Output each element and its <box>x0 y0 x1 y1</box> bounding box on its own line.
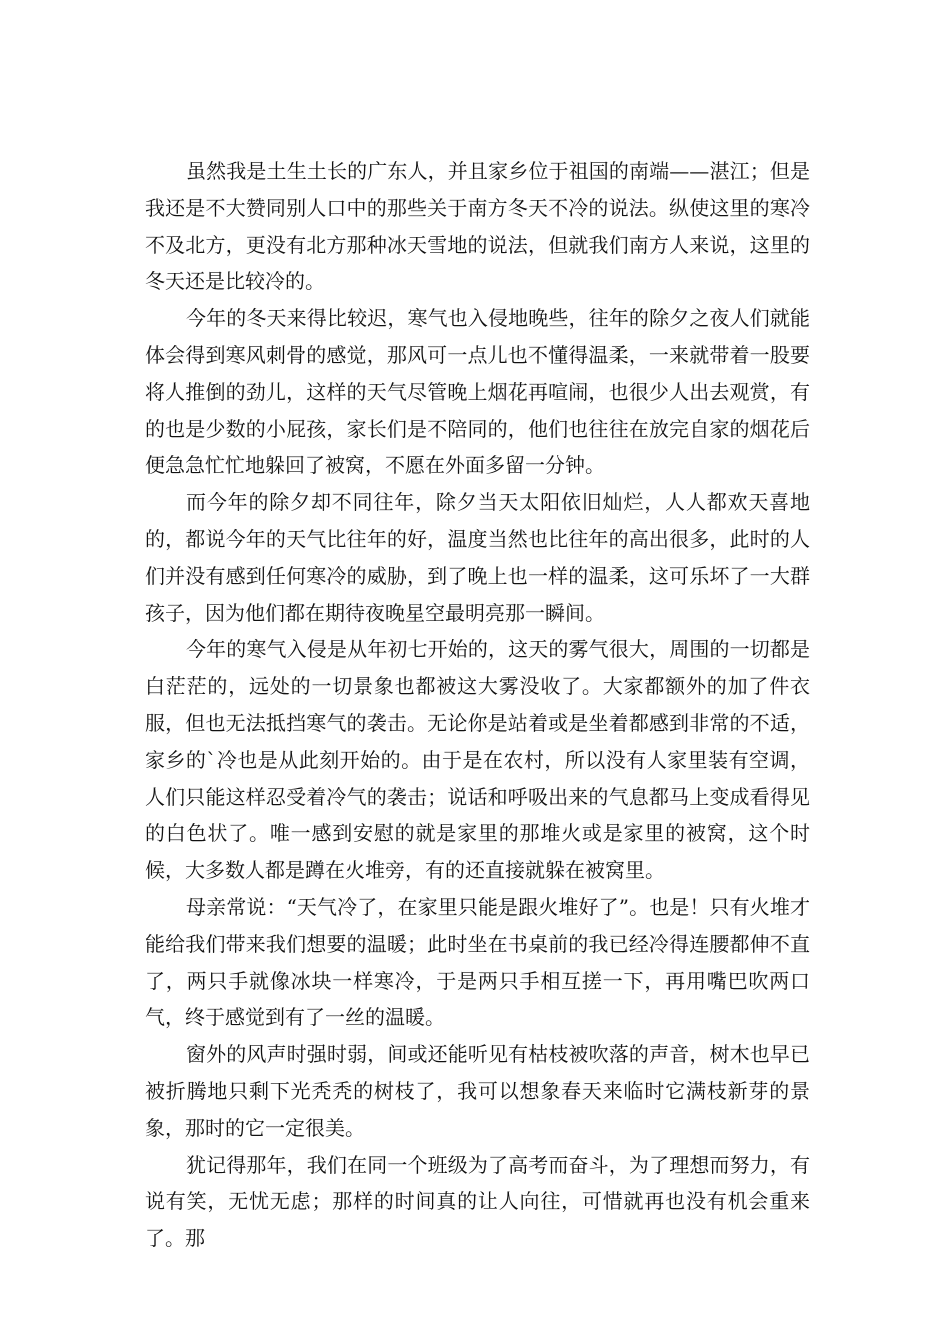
paragraph-5: 母亲常说：“天气冷了，在家里只能是跟火堆好了”。也是！只有火堆才能给我们带来我们想要的温暖；此时坐在书桌前的我已经冷得连腰都伸不直了，两只手就像冰块一样寒冷，于是两只手相互搓一下，再用嘴巴吹两口气，终于感觉到有了一丝的温暖。 <box>145 894 810 1030</box>
paragraph-2: 今年的冬天来得比较迟，寒气也入侵地晚些，往年的除夕之夜人们就能体会得到寒风刺骨的感觉，那风可一点儿也不懂得温柔，一来就带着一股要将人推倒的劲儿，这样的天气尽管晚上烟花再喧闹，也很少人出去观赏，有的也是少数的小屁孩，家长们是不陪同的，他们也往往在放完自家的烟花后便急急忙忙地躲回了被窝，不愿在外面多留一分钟。 <box>145 306 810 478</box>
paragraph-6: 窗外的风声时强时弱，间或还能听见有枯枝被吹落的声音，树木也早已被折腾地只剩下光秃秃的树枝了，我可以想象春天来临时它满枝新芽的景象，那时的它一定很美。 <box>145 1042 810 1140</box>
paragraph-3: 而今年的除夕却不同往年，除夕当天太阳依旧灿烂，人人都欢天喜地的，都说今年的天气比往年的好，温度当然也比往年的高出很多，此时的人们并没有感到任何寒冷的威胁，到了晚上也一样的温柔，这可乐坏了一大群孩子，因为他们都在期待夜晚星空最明亮那一瞬间。 <box>145 490 810 625</box>
article-body <box>145 153 810 1257</box>
paragraph-7: 犹记得那年，我们在同一个班级为了高考而奋斗，为了理想而努力，有说有笑，无忧无虑；那样的时间真的让人向往，可惜就再也没有机会重来了。那 <box>145 1152 810 1251</box>
paragraph-4: 今年的寒气入侵是从年初七开始的，这天的雾气很大，周围的一切都是白茫茫的，远处的一切景象也都被这大雾没收了。大家都额外的加了件衣服，但也无法抵挡寒气的袭击。无论你是站着或是坐着都感到非常的不适，家乡的`冷也是从此刻开始的。由于是在农村，所以没有人家里装有空调，人们只能这样忍受着冷气的袭击；说话和呼吸出来的气息都马上变成看得见的白色状了。唯一感到安慰的就是家里的那堆火或是家里的被窝，这个时候，大多数人都是蹲在火堆旁，有的还直接就躲在被窝里。 <box>145 637 810 883</box>
paragraph-1: 虽然我是土生土长的广东人，并且家乡位于祖国的南端——湛江；但是我还是不大赞同别人口中的那些关于南方冬天不冷的说法。纵使这里的寒冷不及北方，更没有北方那种冰天雪地的说法，但就我们南方人来说，这里的冬天还是比较冷的。 <box>145 159 810 294</box>
